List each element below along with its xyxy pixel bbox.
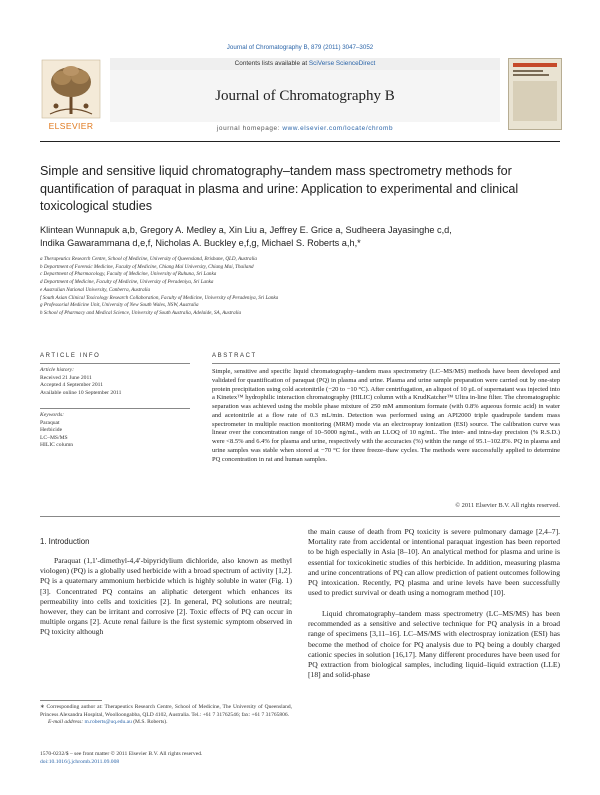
cover-image [513, 81, 557, 121]
article-title: Simple and sensitive liquid chromatography–tandem mass spectrometry methods for quantification of paraquat in plasma and urine: Application to experimental and clinical toxicological studies [40, 164, 519, 213]
journal-cover [508, 58, 562, 130]
affiliation-list [40, 256, 560, 318]
author-list [40, 224, 560, 250]
keyword-item: HILIC column [40, 442, 74, 449]
corresponding-author-note: ∗ Corresponding author at: Therapeutics Research Centre, School of Medicine, The University of Queensland, Princess Alexandra Hospital, Woolloongabba, QLD 4102, Australia. Tel.: +61 7 31762546; fax: +61 7 31765806. [40, 704, 292, 718]
affiliation-item: h School of Pharmacy and Medical Science, University of South Australia, Adelaide, SA, Australia [40, 309, 242, 316]
cover-text-line [513, 70, 543, 72]
affiliation-item: e Australian National University, Canberra, Australia [40, 286, 151, 293]
intro-right-paragraph-1: the main cause of death from PQ toxicity is severe pulmonary damage [2,4–7]. Mortality rate from accidental or intentional paraquat ingestion has been reported to be high especially in Asia [8–10]. An analytical method for plasma and urine is essential for toxicokinetic studies of this herbicide. In addition, measuring plasma and urine concentrations of PQ can allow prediction of patient outcomes following PQ intoxication. Recently, PQ plasma and urine levels have been successfully used to predict survival or death using a nomogram method [10]. [308, 527, 560, 598]
email-label: E-mail address: [48, 719, 85, 726]
abstract-text: Simple, sensitive and specific liquid chromatography–tandem mass spectrometry (LC–MS/MS) methods have been developed and validated for quantification of paraquat (PQ) in plasma and urine. Plasma and urine sample preparation were carried out by one-step protein precipitation using cold acetonitrile (−20 to −10 °C). After centrifugation, an aliquot of 10 μL of supernatant was injected into a Kinetex™ hydrophilic interaction chromatography (HILIC) column with a KrudKatcher™ Ultra in-line filter. The chromatographic separation was achieved using the mobile phase mixture of 250 mM ammonium formate (with 0.8% aqueous formic acid) in water and acetonitrile at a flow rate of 0.3 mL/min. Detection was performed using an API2000 triple quadrupole tandem mass spectrometer in multiple reaction monitoring (MRM) mode via an electrospray ionization (ESI) source. The calibration curve was linear over the concentration range of 10–5000 ng/mL, with an LLOQ of 10 ng/mL. The inter- and intra-day precision (% R.S.D.) were <8.5% and 6.4% for plasma and urine, respectively with the accuracies (%) within the range of 95.1–102.8%. PQ in plasma and urine samples was stable when stored at −70 °C for three freeze–thaw cycles. The methods were successfully applied to determine PQ concentration in rat and human samples. [212, 368, 560, 463]
authors-line-2: Indika Gawarammana d,e,f, Nicholas A. Buckley e,f,g, Michael S. Roberts a,h,* [40, 238, 361, 248]
elsevier-logo [40, 58, 102, 134]
affiliation-item: g Professorial Medicine Unit, University of New South Wales, NSW, Australia [40, 302, 199, 309]
footnote [40, 704, 292, 727]
affiliation-item: d Department of Medicine, Faculty of Medicine, University of Peradeniya, Sri Lanka [40, 279, 214, 286]
publisher-name: ELSEVIER [48, 121, 94, 131]
abstract-end-rule [40, 516, 560, 517]
header-rule [40, 141, 560, 142]
email-link[interactable]: m.roberts@uq.edu.au [84, 719, 132, 726]
intro-heading: 1. Introduction [40, 537, 90, 546]
affiliation-item: f South Asian Clinical Toxicology Research Collaboration, Faculty of Medicine, University of Peradeniya, Sri Lanka [40, 294, 279, 301]
keyword-list [40, 412, 190, 450]
homepage-prefix: journal homepage: [216, 125, 283, 132]
footnote-rule [40, 700, 102, 701]
intro-left-paragraph: Paraquat (1,1′-dimethyl-4,4′-bipyridylium dichloride, also known as methyl viologen) (PQ) is a globally used herbicide with a broad spectrum of activity [1,2]. PQ is a quaternary ammonium herbicide which is highly soluble in water (Fig. 1) [3]. Concentrated PQ contains an aliphatic detergent which enhances its permeability into cells and toxicities [2]. In general, PQ solutions are neutral; however, they can be irritant and corrosive [2]. Toxic effects of PQ can occur in multiple organs [2]. Acute renal failure is the first systemic symptom observed in PQ toxicity although [40, 556, 292, 637]
affiliation-item: c Department of Pharmacology, Faculty of Medicine, University of Ruhuna, Sri Lanka [40, 271, 217, 278]
homepage-link[interactable]: www.elsevier.com/locate/chromb [282, 125, 394, 132]
keyword-item: Herbicide [40, 427, 63, 434]
article-info-rule [40, 363, 190, 364]
banner-center [110, 58, 500, 134]
sciencedirect-link[interactable]: SciVerse ScienceDirect [308, 60, 376, 67]
history-accepted: Accepted 4 September 2011 [40, 382, 104, 389]
affiliation-item: b Department of Forensic Medicine, Faculty of Medicine, Chiang Mai University, Chiang Mai, Thailand [40, 263, 254, 270]
history-received: Received 21 June 2011 [40, 374, 92, 381]
cover-text-line [513, 74, 549, 76]
abstract-rule [212, 363, 560, 364]
keyword-item: Paraquat [40, 419, 60, 426]
keywords-rule [40, 408, 190, 409]
email-suffix: (M.S. Roberts). [131, 719, 168, 726]
copyright-notice: © 2011 Elsevier B.V. All rights reserved. [455, 502, 560, 509]
homepage-line [110, 125, 500, 132]
abstract-heading: ABSTRACT [212, 353, 257, 359]
journal-citation[interactable]: Journal of Chromatography B, 879 (2011) 3047–3052 [226, 44, 374, 51]
email-line [40, 719, 292, 727]
front-matter [40, 751, 340, 766]
affiliation-item: a Therapeutics Research Centre, School of Medicine, University of Queensland, Brisbane, QLD, Australia [40, 256, 257, 262]
article-history [40, 367, 190, 397]
intro-right-paragraph-2: Liquid chromatography–tandem mass spectrometry (LC–MS/MS) has been recommended as a sensitive and selective technique for PQ analysis in a broad range of specimens [3,11–16]. LC–MS/MS with electrospray ionization (ESI) has become the method of choice for PQ analysis due to PQ being a doubly charged cationic species in solution [16,17]. Many different procedures have been used for PQ extraction from biological samples, including liquid–liquid extraction (LLE) [18] and solid-phase [308, 609, 560, 680]
history-label: Article history: [40, 367, 75, 373]
issn-line: 1570-0232/$ – see front matter © 2011 Elsevier B.V. All rights reserved. [40, 751, 203, 757]
journal-banner [40, 58, 560, 134]
contents-prefix: Contents lists available at [234, 60, 309, 67]
contents-line [110, 60, 500, 67]
article-info-heading: ARTICLE INFO [40, 353, 101, 359]
history-online: Available online 10 September 2011 [40, 389, 122, 396]
cover-stripe [513, 63, 557, 67]
keyword-item: LC–MS/MS [40, 434, 68, 441]
authors-line-1: Klintean Wunnapuk a,b, Gregory A. Medley a, Xin Liu a, Jeffrey E. Grice a, Sudheera Jayasinghe c,d, [40, 225, 452, 235]
elsevier-tree-icon [40, 58, 102, 120]
doi-link[interactable]: doi:10.1016/j.jchromb.2011.09.008 [40, 758, 120, 765]
journal-title: Journal of Chromatography B [215, 88, 395, 104]
keywords-label: Keywords: [40, 412, 65, 418]
